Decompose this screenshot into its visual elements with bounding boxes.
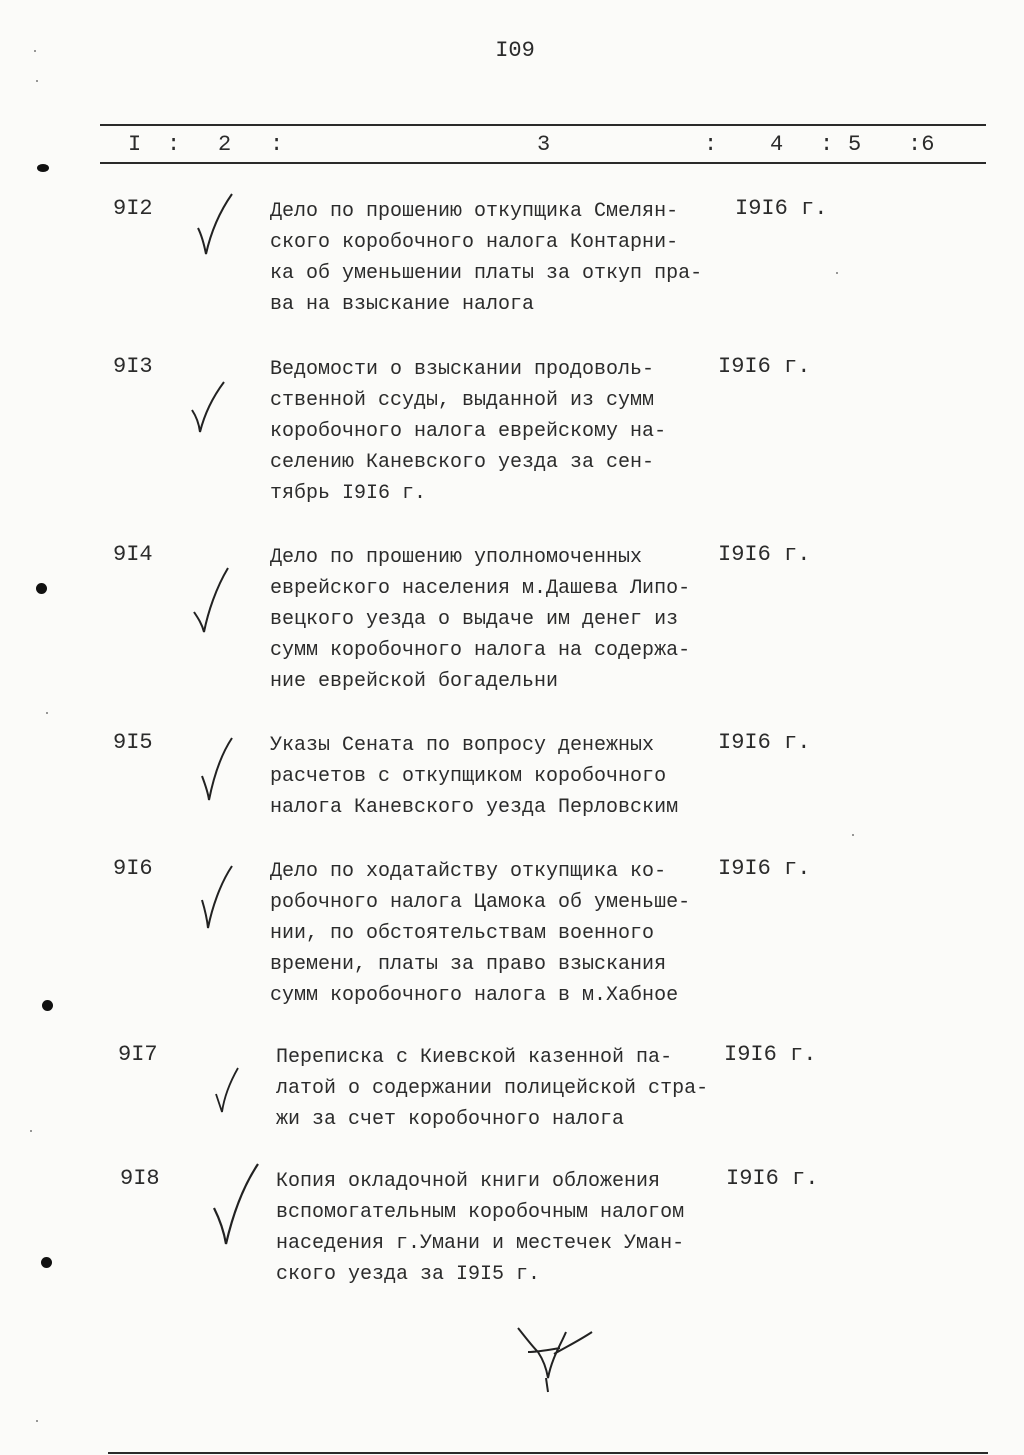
header-col-5: 5 <box>848 132 862 157</box>
entry-description-line: ка об уменьшении платы за откуп пра- <box>270 262 703 285</box>
entry-description-line: времени, платы за право взыскания <box>270 953 667 976</box>
entry-number: 9I4 <box>113 542 153 567</box>
entry-number: 9I5 <box>113 730 153 755</box>
checkmark-icon <box>200 736 240 811</box>
bottom-rule <box>108 1452 988 1454</box>
entry-description <box>270 856 740 1011</box>
entry-description-line: еврейского населения м.Дашева Липо- <box>270 577 691 600</box>
entry-description-line: Копия окладочной книги обложения <box>276 1170 661 1193</box>
paper-speck <box>36 1420 38 1422</box>
entry-description-line: ние еврейской богадельни <box>270 670 559 693</box>
entry-description-line: наседения г.Умани и местечек Уман- <box>276 1232 685 1255</box>
checkmark-icon <box>196 192 236 267</box>
punch-hole-dot <box>42 1000 53 1011</box>
page-number: I09 <box>495 38 535 63</box>
entry-description-line: робочного налога Цамока об уменьше- <box>270 891 691 914</box>
entry-description <box>270 542 740 697</box>
entry-description-line: вецкого уезда о выдаче им денег из <box>270 608 679 631</box>
header-col-2: 2 <box>218 132 232 157</box>
entry-description <box>270 354 740 509</box>
entry-description-line: ского коробочного налога Контарни- <box>270 231 679 254</box>
paper-speck <box>836 272 838 274</box>
table-top-rule <box>100 124 986 126</box>
entry-description-line: коробочного налога еврейскому на- <box>270 420 667 443</box>
entry-number: 9I7 <box>118 1042 158 1067</box>
entry-number: 9I6 <box>113 856 153 881</box>
paper-speck <box>46 712 48 714</box>
entry-description-line: ва на взыскание налога <box>270 293 535 316</box>
header-col-6: :6 <box>908 132 935 157</box>
header-sep-2: : <box>270 132 284 157</box>
entry-description-line: латой о содержании полицейской стра- <box>276 1077 709 1100</box>
header-sep-4: : <box>820 132 834 157</box>
checkmark-icon <box>214 1066 244 1121</box>
table-header-rule <box>100 162 986 164</box>
entry-description-line: жи за счет коробочного налога <box>276 1108 625 1131</box>
entry-description-line: нии, по обстоятельствам военного <box>270 922 655 945</box>
entry-number: 9I8 <box>120 1166 160 1191</box>
entry-description <box>270 196 740 320</box>
header-col-3: 3 <box>537 132 551 157</box>
entry-year: I9I6 г. <box>718 354 811 379</box>
entry-description <box>276 1042 746 1135</box>
header-sep-3: : <box>704 132 718 157</box>
entry-description-line: сумм коробочного налога на содержа- <box>270 639 691 662</box>
paper-speck <box>36 80 38 82</box>
entry-year: I9I6 г. <box>724 1042 817 1067</box>
entry-description-line: селению Каневского уезда за сен- <box>270 451 655 474</box>
entry-description-line: Указы Сената по вопросу денежных <box>270 734 655 757</box>
checkmark-icon <box>190 380 230 445</box>
entry-number: 9I3 <box>113 354 153 379</box>
checkmark-icon <box>192 566 232 641</box>
punch-hole-dot <box>41 1257 52 1268</box>
checkmark-icon <box>200 864 240 939</box>
entry-year: I9I6 г. <box>718 542 811 567</box>
entry-description-line: Дело по прошению откупщика Смелян- <box>270 200 679 223</box>
entry-description-line: тябрь I9I6 г. <box>270 482 427 505</box>
header-col-4: 4 <box>770 132 784 157</box>
header-sep-1: : <box>167 132 181 157</box>
entry-year: I9I6 г. <box>726 1166 819 1191</box>
entry-description-line: налога Каневского уезда Перловским <box>270 796 679 819</box>
entry-description <box>270 730 740 823</box>
entry-description-line: Переписка с Киевской казенной па- <box>276 1046 673 1069</box>
entry-description-line: ского уезда за I9I5 г. <box>276 1263 541 1286</box>
signature-mark <box>508 1318 598 1403</box>
checkmark-icon <box>212 1162 262 1253</box>
entry-description <box>276 1166 746 1290</box>
entry-description-line: вспомогательным коробочным налогом <box>276 1201 685 1224</box>
entry-description-line: Ведомости о взыскании продоволь- <box>270 358 655 381</box>
punch-hole-dot <box>37 164 49 172</box>
entry-description-line: расчетов с откупщиком коробочного <box>270 765 667 788</box>
entry-description-line: ственной ссуды, выданной из сумм <box>270 389 655 412</box>
entry-number: 9I2 <box>113 196 153 221</box>
entry-year: I9I6 г. <box>718 730 811 755</box>
entry-year: I9I6 г. <box>718 856 811 881</box>
paper-speck <box>34 50 36 52</box>
entry-year: I9I6 г. <box>735 196 828 221</box>
entry-description-line: Дело по прошению уполномоченных <box>270 546 643 569</box>
entry-description-line: сумм коробочного налога в м.Хабное <box>270 984 679 1007</box>
header-col-1: I <box>128 132 142 157</box>
punch-hole-dot <box>36 583 47 594</box>
paper-speck <box>30 1130 32 1132</box>
entry-description-line: Дело по ходатайству откупщика ко- <box>270 860 667 883</box>
paper-speck <box>852 834 854 836</box>
